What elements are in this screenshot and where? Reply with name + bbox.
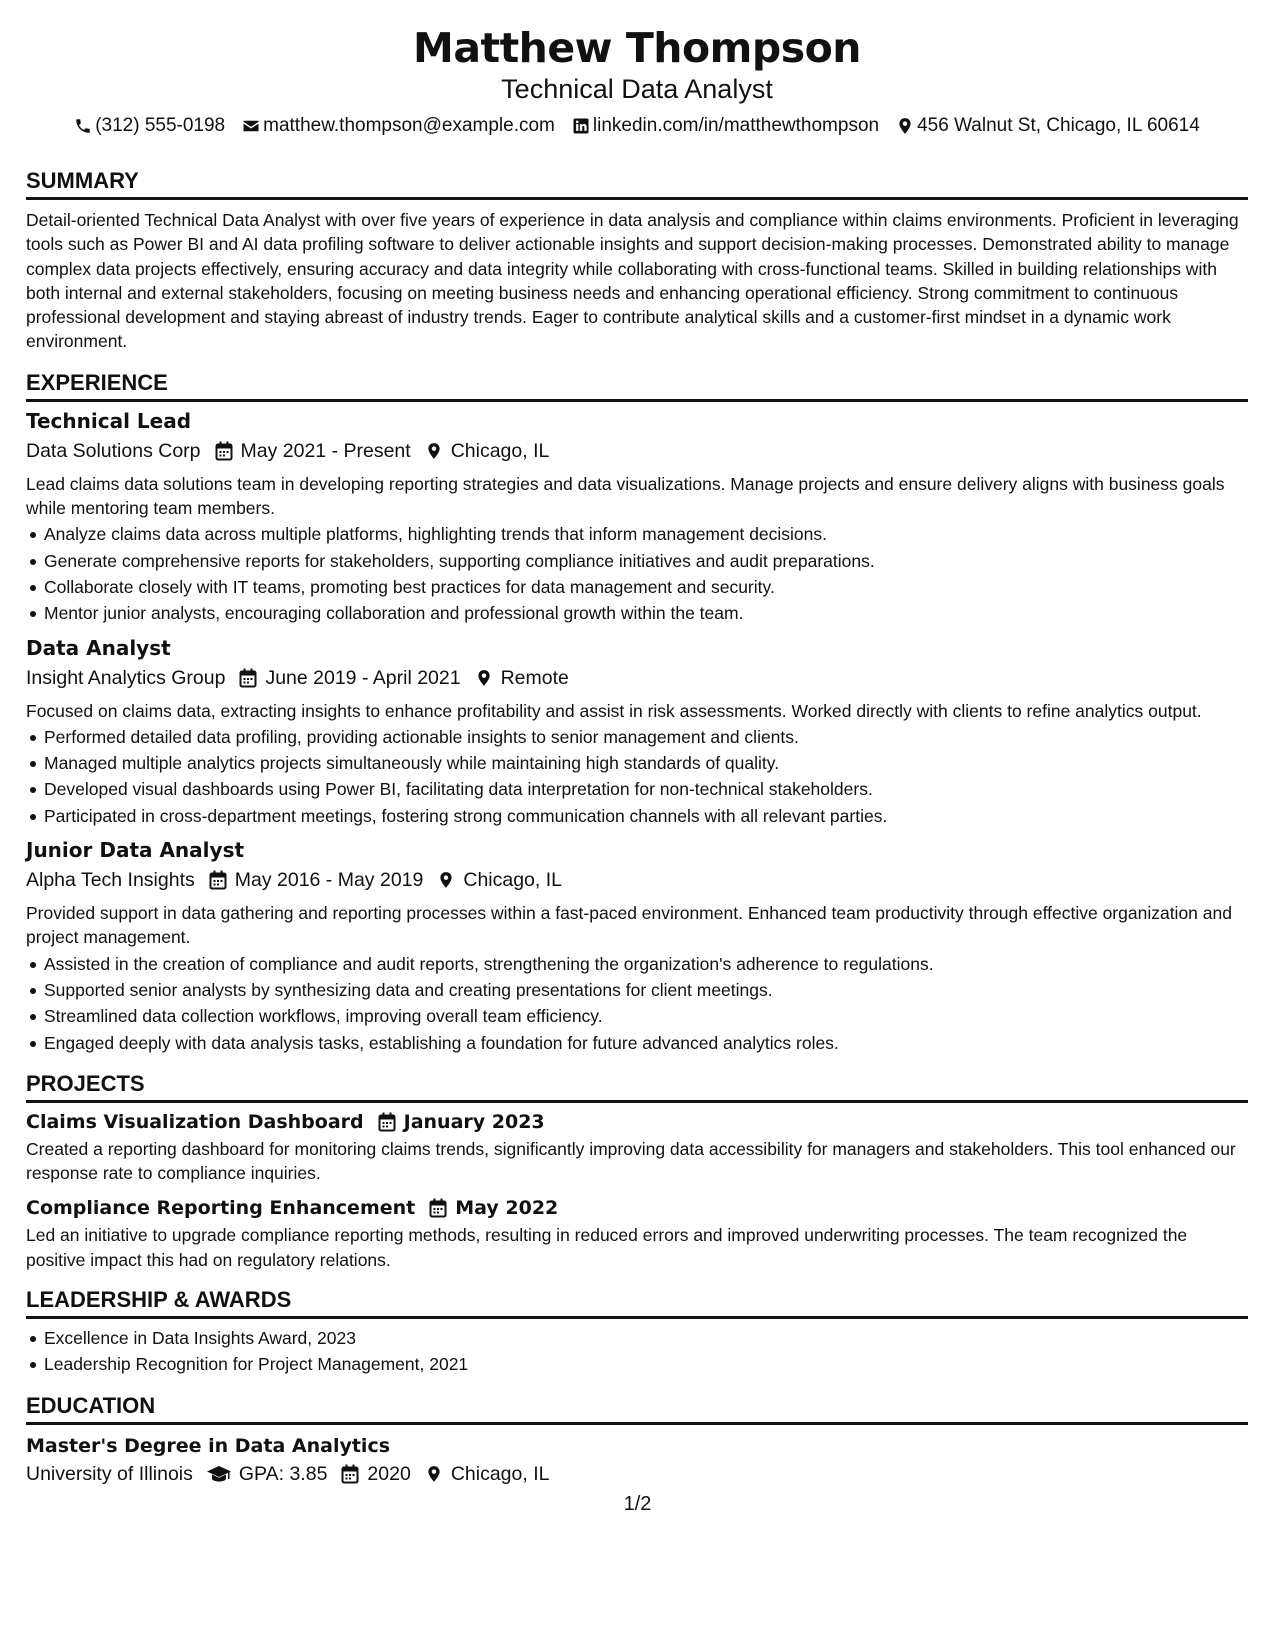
page-number: 1/2 [623, 1493, 652, 1515]
candidate-title: Technical Data Analyst [501, 74, 773, 104]
list-item: Developed visual dashboards using Power BI, facilitating data interpretation for non-technical stakeholders. [26, 776, 1248, 802]
list-item: Streamlined data collection workflows, improving overall team efficiency. [26, 1003, 1248, 1029]
list-item: Performed detailed data profiling, providing actionable insights to senior management and clients. [26, 724, 1248, 750]
education-section [26, 1393, 1248, 1488]
resume-page [26, 22, 1248, 1488]
section-heading-projects: PROJECTS [26, 1071, 1248, 1103]
job-description: Focused on claims data, extracting insights to enhance profitability and assist in risk assessments. Worked directly with clients to refine analytics output. [26, 700, 1202, 721]
job-location: Chicago, IL [463, 869, 563, 892]
calendar-icon [341, 1464, 359, 1484]
list-item: Leadership Recognition for Project Management, 2021 [26, 1351, 1248, 1377]
contact-email[interactable] [242, 113, 555, 139]
map-pin-icon [425, 1464, 443, 1484]
calendar-icon [209, 870, 227, 890]
school-name: University of Illinois [26, 1462, 193, 1485]
job-description: Provided support in data gathering and reporting processes within a fast-paced environment. Enhanced team productivity through effective organization and project management. [26, 903, 1232, 948]
map-pin-icon [425, 441, 443, 461]
list-item: Generate comprehensive reports for stakeholders, supporting compliance initiatives and audit preparations. [26, 548, 1248, 574]
calendar-icon [429, 1198, 447, 1218]
job-entry [26, 837, 1248, 1056]
project-name: Claims Visualization Dashboard [26, 1110, 364, 1133]
summary-section [26, 168, 1248, 354]
job-meta [26, 437, 1248, 465]
job-bullets [26, 951, 1248, 1056]
job-title: Data Analyst [26, 635, 171, 660]
project-entry [26, 1109, 1248, 1186]
job-meta [26, 664, 1248, 692]
summary-text: Detail-oriented Technical Data Analyst with over five years of experience in data analysis and compliance within claims environments. Proficient in leveraging tools such as Power BI and AI data profiling software to deliver actionable insights and support decision-making processes. Demonstrated ability to manage complex data projects effectively, ensuring accuracy and data integrity while collaborating with cross-functional teams. Skilled in building relationships with both internal and external stakeholders, focusing on meeting business needs and enhancing operational efficiency. Strong commitment to continuous professional development and staying abreast of industry trends. Eager to contribute analytical skills and a customer-first mindset in a dynamic work environment. [26, 210, 1239, 352]
job-entry [26, 408, 1248, 627]
experience-section [26, 370, 1248, 1056]
job-company: Data Solutions Corp [26, 439, 201, 462]
job-bullets [26, 521, 1248, 626]
list-item: Engaged deeply with data analysis tasks, establishing a foundation for future advanced analytics roles. [26, 1030, 1248, 1056]
list-item: Collaborate closely with IT teams, promoting best practices for data management and security. [26, 574, 1248, 600]
graduation-cap-icon [207, 1464, 231, 1484]
map-pin-icon [475, 668, 493, 688]
calendar-icon [239, 668, 257, 688]
job-entry [26, 635, 1248, 829]
contact-phone-text: (312) 555-0198 [95, 115, 226, 136]
calendar-icon [215, 441, 233, 461]
list-item: Excellence in Data Insights Award, 2023 [26, 1325, 1248, 1351]
map-pin-icon [896, 117, 914, 135]
job-bullets [26, 724, 1248, 829]
job-description: Lead claims data solutions team in developing reporting strategies and data visualizations. Manage projects and ensure delivery aligns with business goals while mentoring team members. [26, 473, 1225, 519]
awards-list [26, 1325, 1248, 1378]
project-date: May 2022 [455, 1197, 559, 1220]
project-header [26, 1109, 1248, 1135]
project-name: Compliance Reporting Enhancement [26, 1197, 416, 1220]
list-item: Participated in cross-department meetings, fostering strong communication channels with all relevant parties. [26, 803, 1248, 829]
project-date: January 2023 [403, 1110, 545, 1133]
contact-email-text: matthew.thompson@example.com [263, 115, 555, 136]
job-title: Junior Data Analyst [26, 838, 245, 863]
linkedin-icon [572, 117, 590, 135]
contact-linkedin-text: linkedin.com/in/matthewthompson [592, 115, 880, 136]
section-heading-education: EDUCATION [26, 1393, 1248, 1425]
resume-header [26, 22, 1248, 139]
section-heading-experience: EXPERIENCE [26, 370, 1248, 402]
phone-icon [74, 117, 92, 135]
job-title: Technical Lead [26, 408, 192, 433]
envelope-icon [242, 117, 260, 135]
gpa: GPA: 3.85 [238, 1462, 328, 1485]
contact-bar [26, 113, 1248, 139]
contact-address [896, 113, 1200, 139]
list-item: Managed multiple analytics projects simultaneously while maintaining high standards of quality. [26, 750, 1248, 776]
contact-linkedin[interactable] [572, 113, 879, 139]
job-company: Alpha Tech Insights [26, 869, 195, 892]
project-description: Created a reporting dashboard for monitoring claims trends, significantly improving data accessibility for managers and stakeholders. This tool enhanced our response rate to compliance inquiries. [26, 1138, 1236, 1184]
education-meta [26, 1460, 1248, 1488]
job-company: Insight Analytics Group [26, 666, 226, 689]
section-heading-leadership: LEADERSHIP & AWARDS [26, 1287, 1248, 1319]
job-meta [26, 866, 1248, 894]
calendar-icon [378, 1112, 396, 1132]
section-heading-summary: SUMMARY [26, 168, 1248, 200]
graduation-year: 2020 [367, 1462, 411, 1485]
job-dates: May 2021 - Present [240, 439, 411, 462]
candidate-name: Matthew Thompson [413, 24, 861, 72]
school-location: Chicago, IL [450, 1462, 550, 1485]
list-item: Supported senior analysts by synthesizing data and creating presentations for client meetings. [26, 977, 1248, 1003]
job-location: Chicago, IL [450, 439, 550, 462]
contact-address-text: 456 Walnut St, Chicago, IL 60614 [917, 115, 1200, 136]
project-header [26, 1195, 1248, 1221]
list-item: Analyze claims data across multiple platforms, highlighting trends that inform management decisions. [26, 521, 1248, 547]
map-pin-icon [437, 870, 455, 890]
job-location: Remote [500, 666, 569, 689]
job-dates: June 2019 - April 2021 [265, 666, 461, 689]
project-description: Led an initiative to upgrade compliance reporting methods, resulting in reduced errors and improved underwriting processes. The team recognized the positive impact this had on regulatory relations. [26, 1225, 1188, 1270]
job-dates: May 2016 - May 2019 [234, 869, 424, 892]
projects-section [26, 1071, 1248, 1272]
contact-phone [74, 113, 225, 139]
leadership-section [26, 1287, 1248, 1378]
list-item: Mentor junior analysts, encouraging collaboration and professional growth within the team. [26, 600, 1248, 626]
list-item: Assisted in the creation of compliance and audit reports, strengthening the organization's adherence to regulations. [26, 951, 1248, 977]
degree-title: Master's Degree in Data Analytics [26, 1434, 391, 1457]
project-entry [26, 1195, 1248, 1272]
